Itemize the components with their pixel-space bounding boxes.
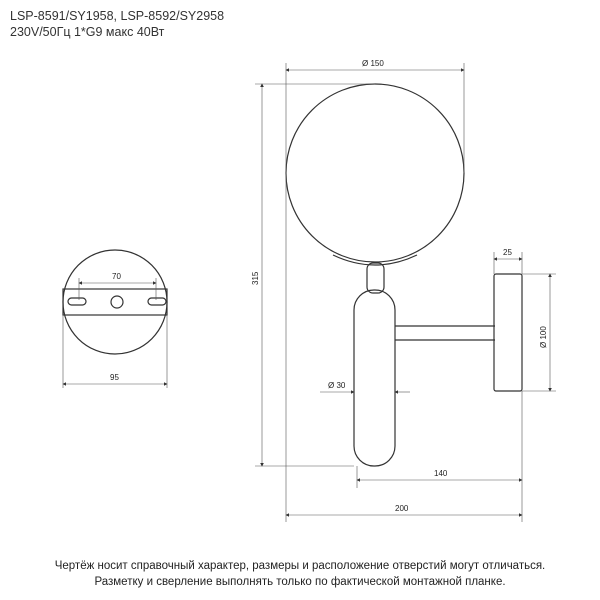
dim-holder-diameter-label: Ø 30: [328, 381, 346, 390]
mounting-slot-left: [68, 298, 86, 305]
base-plate-outline: [63, 250, 167, 354]
disclaimer-line-1: Чертёж носит справочный характер, размеры и расположение отверстий могут отличаться.: [54, 560, 546, 572]
lamp-side-view: [286, 84, 522, 466]
dim-hole-spacing-label: 70: [112, 272, 121, 281]
mounting-bar: [63, 289, 167, 315]
dim-total-width-label: 200: [395, 504, 409, 513]
dim-globe-diameter: [286, 63, 464, 173]
dim-total-height: [255, 84, 375, 466]
disclaimer-line-2: Разметку и сверление выполнять только по фактической монтажной планке.: [94, 576, 506, 588]
disclaimer-note: [0, 558, 600, 590]
model-numbers: LSP-8591/SY1958, LSP-8592/SY2958: [10, 9, 225, 23]
vertical-holder: [354, 290, 395, 466]
mounting-slot-right: [148, 298, 166, 305]
dim-total-height-label: 315: [251, 271, 260, 285]
base-plate-view: [63, 250, 167, 354]
electrical-specs: 230V/50Гц 1*G9 макс 40Вт: [10, 25, 165, 39]
dim-base-diameter-label: 95: [110, 373, 119, 382]
wall-plate-side: [494, 274, 522, 391]
dim-plate-diameter-label: Ø 100: [539, 326, 548, 348]
globe-stem: [367, 263, 384, 293]
dim-total-width: [286, 173, 522, 522]
dim-globe-diameter-label: Ø 150: [362, 59, 384, 68]
center-hole: [111, 296, 123, 308]
dim-arm-length-label: 140: [434, 469, 448, 478]
dim-plate-depth-label: 25: [503, 248, 512, 257]
glass-globe: [286, 84, 464, 262]
